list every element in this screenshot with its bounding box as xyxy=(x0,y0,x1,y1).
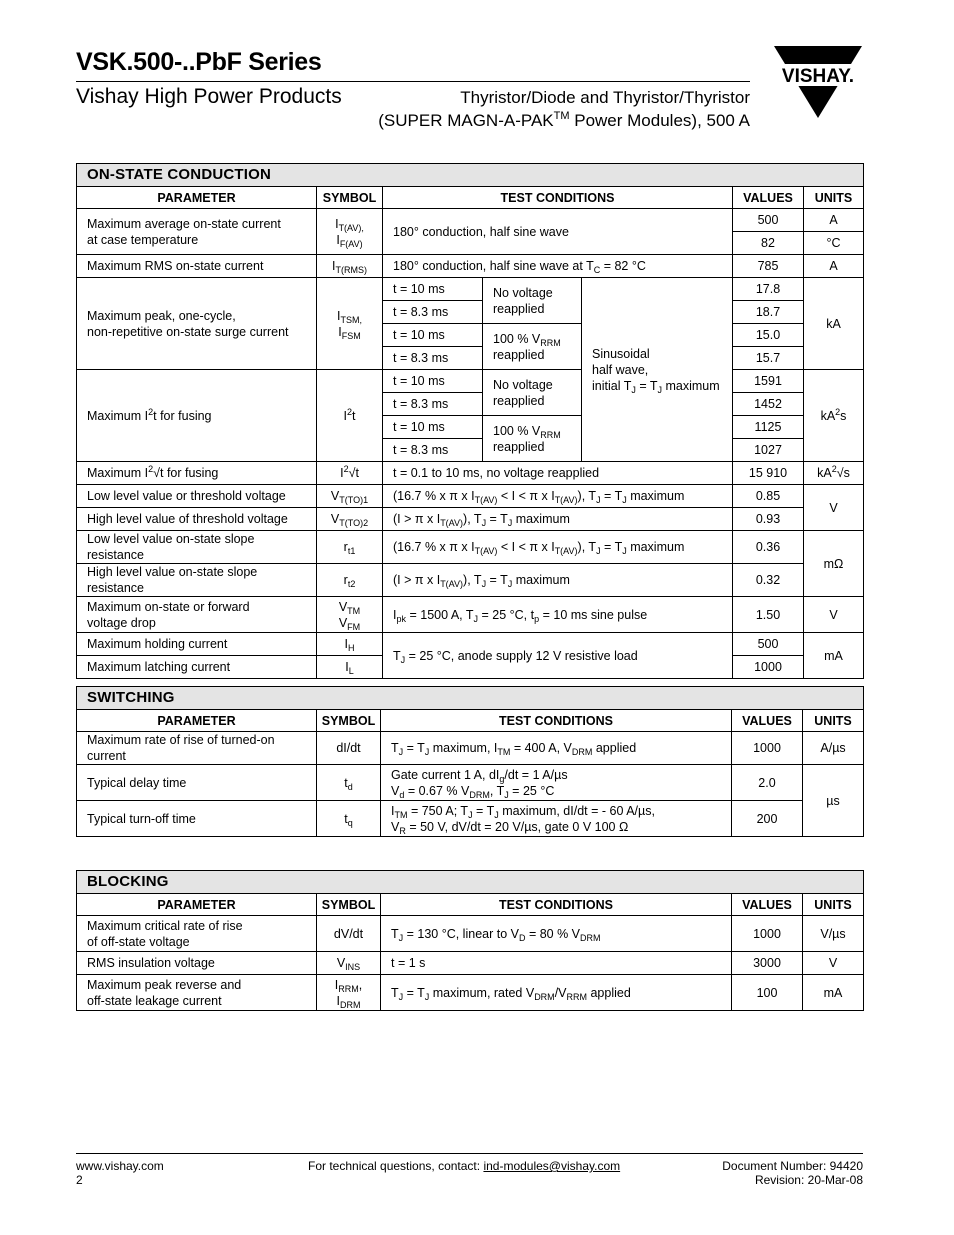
i2t-time: t = 8.3 ms xyxy=(383,439,483,462)
svg-text:VISHAY.: VISHAY. xyxy=(781,66,855,87)
footer-contact: For technical questions, contact: ind-modules@vishay.com xyxy=(308,1159,621,1173)
cond-td: Gate current 1 A, $dI_g/dt = 1$ A/µs $V_d = 0.67$ % $V_{DRM}$, $T_J = 25$ °C xyxy=(381,765,732,801)
col-units: UNITS xyxy=(803,710,864,732)
section-title: BLOCKING xyxy=(77,871,864,894)
on-state-conduction-table xyxy=(76,163,864,679)
symbol-vins: $V_{INS}$ xyxy=(317,952,381,975)
value-vt-low: 0.85 xyxy=(733,485,804,508)
symbol-didt: dI/dt xyxy=(317,732,381,765)
value-case-temp: 82 xyxy=(733,232,804,255)
param-vt-low: Low level value or threshold voltage xyxy=(77,485,317,508)
cond-dvdt: $T_J = 130$ °C, linear to $V_D = 80$ % $V_{DRM}$ xyxy=(381,916,732,952)
footer-email-link[interactable]: ind-modules@vishay.com xyxy=(483,1159,621,1173)
cond-vtm: $I_{pk} = 1500$ A, $T_J = 25$ °C, $t_p = 10$ ms sine pulse xyxy=(383,597,733,633)
section-title: SWITCHING xyxy=(77,687,864,710)
surge-value: 15.0 xyxy=(733,324,804,347)
col-values: VALUES xyxy=(732,894,803,916)
unit-rms-current: A xyxy=(804,255,864,278)
param-avg-current: Maximum average on-state current at case temperature xyxy=(77,209,317,255)
param-didt: Maximum rate of rise of turned-on current xyxy=(77,732,317,765)
surge-value: 15.7 xyxy=(733,347,804,370)
col-values: VALUES xyxy=(733,187,804,209)
symbol-irrm: $I_{RRM}$, $I_{DRM}$ xyxy=(317,975,381,1011)
section-title: ON-STATE CONDUCTION xyxy=(77,164,864,187)
col-parameter: PARAMETER xyxy=(77,710,317,732)
surge-time: t = 10 ms xyxy=(383,324,483,347)
param-il: Maximum latching current xyxy=(77,656,317,679)
surge-time: t = 8.3 ms xyxy=(383,347,483,370)
param-vt-high: High level value of threshold voltage xyxy=(77,508,317,531)
value-ih: 500 xyxy=(733,633,804,656)
value-rt-low: 0.36 xyxy=(733,531,804,564)
i2t-value: 1452 xyxy=(733,393,804,416)
col-test-conditions: TEST CONDITIONS xyxy=(383,187,733,209)
value-avg-current: 500 xyxy=(733,209,804,232)
col-parameter: PARAMETER xyxy=(77,187,317,209)
unit-i2t: $kA^2s$ xyxy=(804,370,864,462)
col-symbol: SYMBOL xyxy=(317,187,383,209)
product-line-2: (SUPER MAGN-A-PAK™ Power Modules), 500 A xyxy=(378,110,750,130)
unit-avg-current: A xyxy=(804,209,864,232)
symbol-i2sqrt: $I^2√t$ xyxy=(317,462,383,485)
i2t-time: t = 10 ms xyxy=(383,370,483,393)
symbol-ih: $I_H$ xyxy=(317,633,383,656)
header-rule xyxy=(76,81,750,82)
col-values: VALUES xyxy=(732,710,803,732)
unit-rt: mΩ xyxy=(804,531,864,597)
value-i2sqrt: 15 910 xyxy=(733,462,804,485)
vishay-logo xyxy=(770,44,866,124)
revision-date: Revision: 20-Mar-08 xyxy=(754,1173,863,1187)
col-parameter: PARAMETER xyxy=(77,894,317,916)
symbol-itsm: $I_{TSM,}$ $I_{FSM}$ xyxy=(317,278,383,370)
footer-rule xyxy=(76,1153,863,1154)
cond-vt-high: (I > π x $I_{T(AV)}$), $T_J = T_J$ maximum xyxy=(383,508,733,531)
param-leakage: Maximum peak reverse and off-state leakage current xyxy=(77,975,317,1011)
cond-rms-current: 180° conduction, half sine wave at $T_C = 82$ °C xyxy=(383,255,733,278)
i2t-no-voltage: No voltage reapplied xyxy=(483,370,582,416)
footer-website-link[interactable]: www.vishay.com xyxy=(76,1159,164,1173)
unit-vins: V xyxy=(803,952,864,975)
switching-table xyxy=(76,686,864,837)
blocking-table xyxy=(76,870,864,1011)
unit-i2sqrt: $kA^2√s$ xyxy=(804,462,864,485)
param-rms-current: Maximum RMS on-state current xyxy=(77,255,317,278)
param-dvdt: Maximum critical rate of rise of off-state voltage xyxy=(77,916,317,952)
surge-vrrm: 100 % $V_{RRM}$ reapplied xyxy=(483,324,582,370)
symbol-il: $I_L$ xyxy=(317,656,383,679)
param-i2sqrt: Maximum $I^2√t$ for fusing xyxy=(77,462,317,485)
param-tq: Typical turn-off time xyxy=(77,801,317,837)
cond-i2sqrt: t = 0.1 to 10 ms, no voltage reapplied xyxy=(383,462,733,485)
symbol-td: $t_d$ xyxy=(317,765,381,801)
symbol-rt2: $r_{t2}$ xyxy=(317,564,383,597)
cond-rt-low: (16.7 % x π x $I_{T(AV)} < I < \pi$ x $I_{T(AV)}$), $T_J = T_J$ maximum xyxy=(383,531,733,564)
unit-ih-il: mA xyxy=(804,633,864,679)
param-surge-current: Maximum peak, one-cycle, non-repetitive on-state surge current xyxy=(77,278,317,370)
symbol-rt1: $r_{t1}$ xyxy=(317,531,383,564)
i2t-value: 1125 xyxy=(733,416,804,439)
value-td: 2.0 xyxy=(732,765,803,801)
symbol-dvdt: dV/dt xyxy=(317,916,381,952)
symbol-vto1: $V_{T(TO)1}$ xyxy=(317,485,383,508)
product-line-1: Thyristor/Diode and Thyristor/Thyristor xyxy=(460,88,750,107)
product-description xyxy=(352,86,750,132)
i2t-value: 1591 xyxy=(733,370,804,393)
value-leakage: 100 xyxy=(732,975,803,1011)
surge-time: t = 10 ms xyxy=(383,278,483,301)
cond-ih-il: $T_J = 25$ °C, anode supply 12 V resistive load xyxy=(383,633,733,679)
cond-avg-current: 180° conduction, half sine wave xyxy=(383,209,733,255)
unit-didt: A/µs xyxy=(803,732,864,765)
i2t-vrrm: 100 % $V_{RRM}$ reapplied xyxy=(483,416,582,462)
surge-no-voltage: No voltage reapplied xyxy=(483,278,582,324)
document-number: Document Number: 94420 xyxy=(722,1159,863,1173)
sinusoidal-condition: Sinusoidal half wave, initial $T_J = T_J$ maximum xyxy=(582,278,733,462)
param-rt-low: Low level value on-state slope resistance xyxy=(77,531,317,564)
symbol-it-rms: $I_{T(RMS)}$ xyxy=(317,255,383,278)
surge-value: 18.7 xyxy=(733,301,804,324)
subtitle: Vishay High Power Products xyxy=(76,85,342,108)
symbol-it-av: $I_{T(AV),}$ $I_{F(AV)}$ xyxy=(317,209,383,255)
unit-vt: V xyxy=(804,485,864,531)
col-test-conditions: TEST CONDITIONS xyxy=(381,710,732,732)
param-ih: Maximum holding current xyxy=(77,633,317,656)
param-td: Typical delay time xyxy=(77,765,317,801)
cond-leakage: $T_J = T_J$ maximum, rated $V_{DRM}/V_{RRM}$ applied xyxy=(381,975,732,1011)
value-didt: 1000 xyxy=(732,732,803,765)
value-rms-current: 785 xyxy=(733,255,804,278)
cond-didt: $T_J = T_J$ maximum, $I_{TM} = 400$ A, $V_{DRM}$ applied xyxy=(381,732,732,765)
unit-leakage: mA xyxy=(803,975,864,1011)
col-symbol: SYMBOL xyxy=(317,894,381,916)
unit-case-temp: °C xyxy=(804,232,864,255)
col-symbol: SYMBOL xyxy=(317,710,381,732)
param-vins: RMS insulation voltage xyxy=(77,952,317,975)
surge-value: 17.8 xyxy=(733,278,804,301)
unit-surge: kA xyxy=(804,278,864,370)
i2t-time: t = 10 ms xyxy=(383,416,483,439)
unit-vtm: V xyxy=(804,597,864,633)
col-units: UNITS xyxy=(803,894,864,916)
cond-rt-high: (I > π x $I_{T(AV)}$), $T_J = T_J$ maximum xyxy=(383,564,733,597)
col-units: UNITS xyxy=(804,187,864,209)
cond-vins: t = 1 s xyxy=(381,952,732,975)
symbol-i2t: $I^2t$ xyxy=(317,370,383,462)
value-vins: 3000 xyxy=(732,952,803,975)
page-number: 2 xyxy=(76,1173,83,1187)
series-title: VSK.500-..PbF Series xyxy=(76,48,322,76)
value-dvdt: 1000 xyxy=(732,916,803,952)
symbol-vto2: $V_{T(TO)2}$ xyxy=(317,508,383,531)
unit-dvdt: V/µs xyxy=(803,916,864,952)
i2t-value: 1027 xyxy=(733,439,804,462)
i2t-time: t = 8.3 ms xyxy=(383,393,483,416)
symbol-vtm: $V_{TM}$ $V_{FM}$ xyxy=(317,597,383,633)
surge-time: t = 8.3 ms xyxy=(383,301,483,324)
cond-vt-low: (16.7 % x π x $I_{T(AV)} < I < \pi$ x $I_{T(AV)}$), $T_J = T_J$ maximum xyxy=(383,485,733,508)
value-vtm: 1.50 xyxy=(733,597,804,633)
param-i2t: Maximum $I^2t$ for fusing xyxy=(77,370,317,462)
symbol-tq: $t_q$ xyxy=(317,801,381,837)
unit-time: µs xyxy=(803,765,864,837)
value-vt-high: 0.93 xyxy=(733,508,804,531)
param-rt-high: High level value on-state slope resistance xyxy=(77,564,317,597)
col-test-conditions: TEST CONDITIONS xyxy=(381,894,732,916)
param-vtm: Maximum on-state or forward voltage drop xyxy=(77,597,317,633)
cond-tq: $I_{TM} = 750$ A; $T_J = T_J$ maximum, dI/dt = - 60 A/µs, $V_R = 50$ V, dV/dt = 20 V/µs, gate 0 V 100 Ω xyxy=(381,801,732,837)
value-tq: 200 xyxy=(732,801,803,837)
value-rt-high: 0.32 xyxy=(733,564,804,597)
value-il: 1000 xyxy=(733,656,804,679)
